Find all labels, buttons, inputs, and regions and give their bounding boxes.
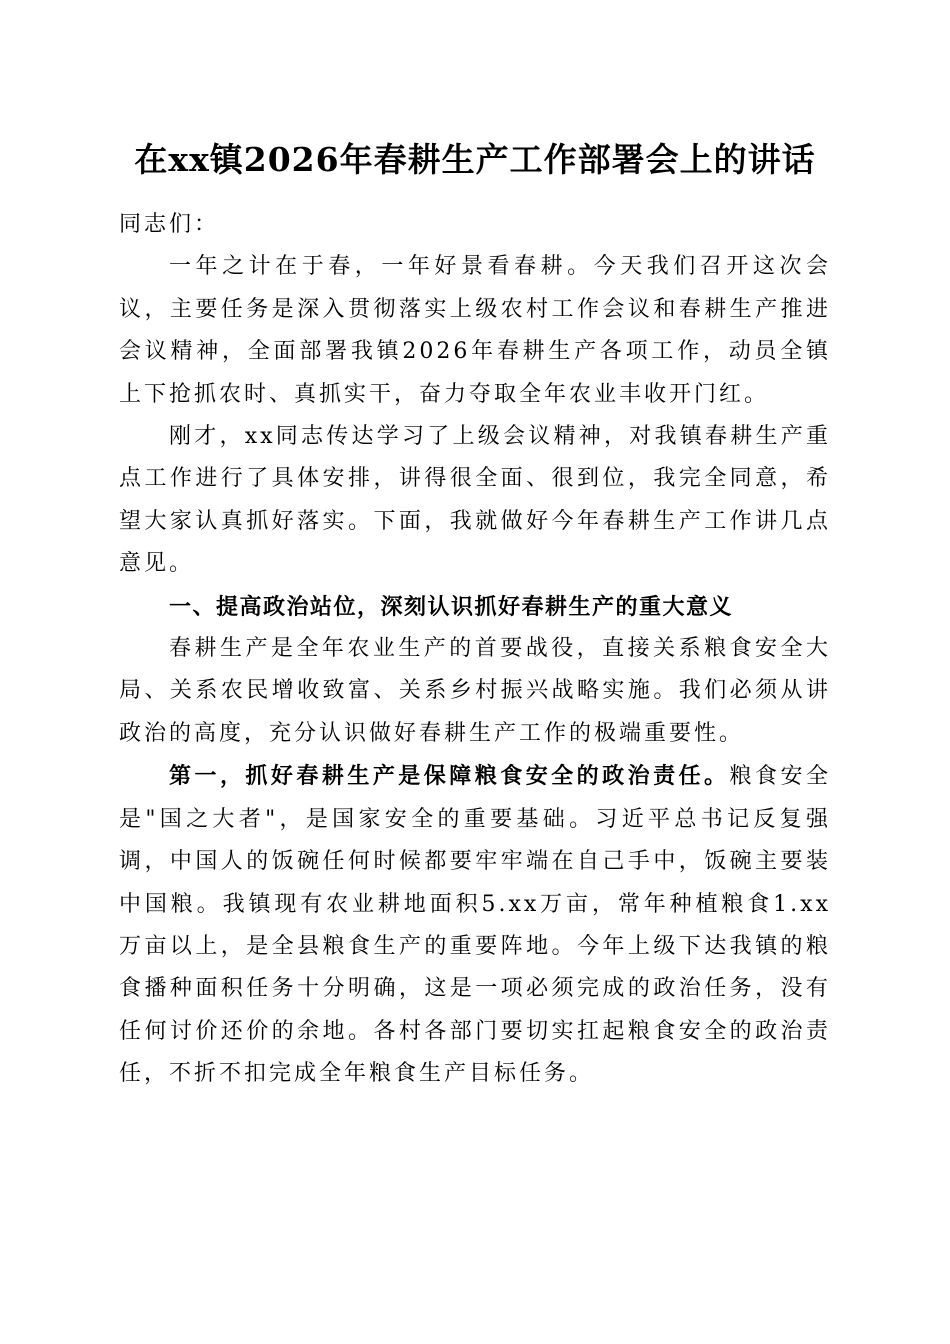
paragraph-point-1 [119, 755, 831, 1095]
salutation: 同志们： [119, 212, 220, 237]
point-1-body: 粮食安全是"国之大者"，是国家安全的重要基础。习近平总书记反复强调，中国人的饭碗任何时候都要牢牢端在自己手中，饭碗主要装中国粮。我镇现有农业耕地面积5.xx万亩，常年种植粮食1.xx万亩以上，是全县粮食生产的重要阵地。今年上级下达我镇的粮食播种面积任务十分明确，这是一项必须完成的政治任务，没有任何讨价还价的余地。各村各部门要切实扛起粮食安全的政治责任，不折不扣完成全年粮食生产目标任务。 [119, 764, 831, 1087]
point-1-lead: 第一，抓好春耕生产是保障粮食安全的政治责任。 [169, 763, 730, 790]
paragraph-opening: 一年之计在于春，一年好景看春耕。今天我们召开这次会议，主要任务是深入贯彻落实上级农村工作会议和春耕生产推进会议精神，全面部署我镇2026年春耕生产各项工作，动员全镇上下抢抓农时、真抓实干，奋力夺取全年农业丰收开门红。 [119, 254, 831, 407]
document-title: 在xx镇2026年春耕生产工作部署会上的讲话 [134, 140, 816, 179]
paragraph-agreement: 刚才，xx同志传达学习了上级会议精神，对我镇春耕生产重点工作进行了具体安排，讲得很全面、很到位，我完全同意，希望大家认真抓好落实。下面，我就做好今年春耕生产工作讲几点意见。 [119, 424, 831, 577]
document-body [119, 204, 831, 1096]
section-heading-1: 一、提高政治站位，深刻认识抓好春耕生产的重大意义 [169, 593, 734, 620]
paragraph-significance: 春耕生产是全年农业生产的首要战役，直接关系粮食安全大局、关系农民增收致富、关系乡村振兴战略实施。我们必须从讲政治的高度，充分认识做好春耕生产工作的极端重要性。 [119, 636, 831, 746]
